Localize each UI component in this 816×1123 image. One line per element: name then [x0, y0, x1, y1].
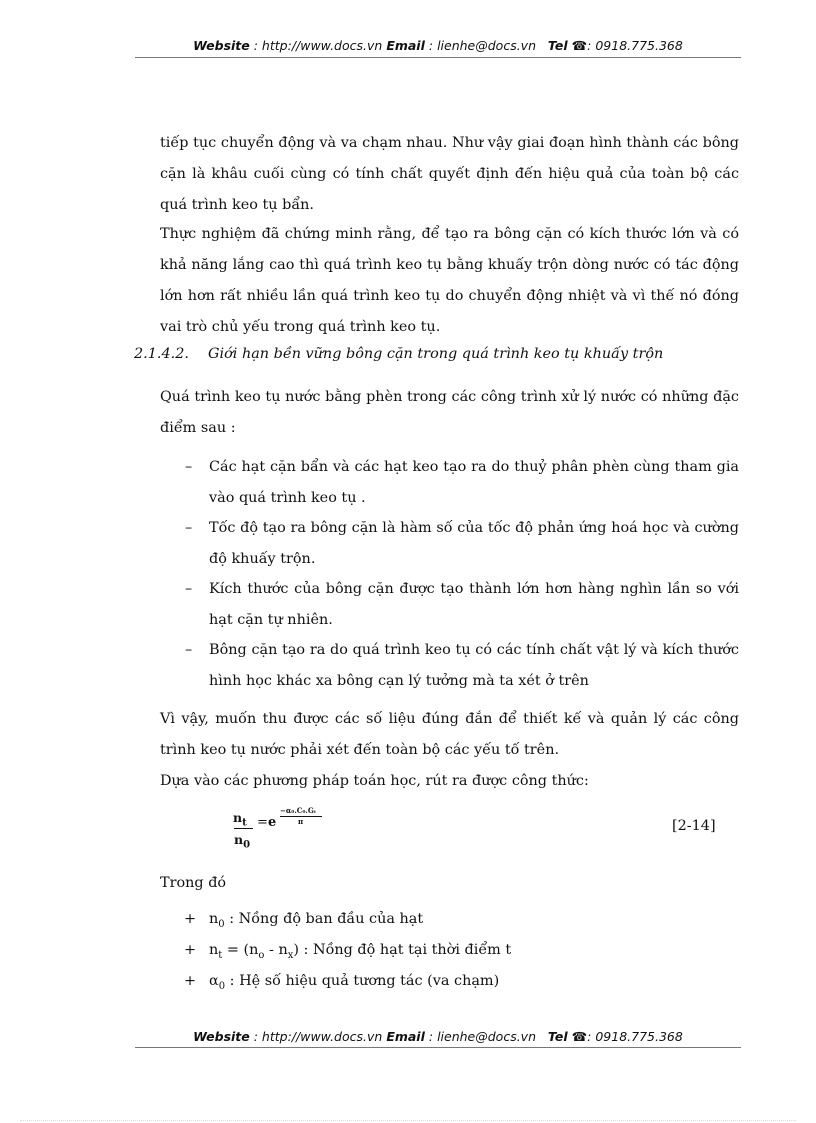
- formula-numerator: $n_t$: [233, 810, 247, 829]
- formula-fraction-bar: [234, 828, 253, 829]
- header-tel-value: : 0918.775.368: [587, 38, 683, 53]
- footer-website-link[interactable]: http://www.docs.vn: [261, 1029, 383, 1044]
- definition-alpha0: $\alpha_0$ : Hệ số hiệu quả tương tác (va chạm): [209, 973, 500, 992]
- plus-bullet: +: [184, 911, 197, 927]
- paragraph-2: Thực nghiệm đã chứng minh rằng, để tạo ra bông cặn có kích thước lớn và có khả năng lắng cao thì quá trình keo tụ bằng khuấy trộn dòng nước có tác động lớn hơn rất nhiều lần quá trình keo tụ do chuyển động nhiệt và vì thế nó đóng vai trò chủ yếu trong quá trình keo tụ.: [160, 226, 739, 335]
- header-rule: [135, 57, 741, 58]
- dash-bullet: –: [185, 581, 193, 597]
- plus-bullet: +: [184, 973, 197, 989]
- phone-icon: ☎: [571, 1029, 588, 1044]
- header-website-sep: :: [249, 38, 262, 53]
- footer-website-label: Website: [193, 1029, 250, 1044]
- list-item-text: Tốc độ tạo ra bông cặn là hàm số của tốc độ phản ứng hoá học và cường độ khuấy trộn.: [209, 520, 739, 567]
- dash-bullet: –: [185, 642, 193, 658]
- definition-n0: $n_0$ : Nồng độ ban đầu của hạt: [209, 911, 424, 930]
- formula-equals: =: [257, 815, 268, 830]
- list-item-text: Kích thước của bông cặn được tạo thành lớn hơn hàng nghìn lần so với hạt cặn tự nhiên.: [209, 581, 739, 628]
- paragraph-1: tiếp tục chuyển động và va chạm nhau. Như vậy giai đoạn hình thành các bông cặn là khâu cuối cùng có tính chất quyết định đến hiệu quả của toàn bộ các quá trình keo tụ bẩn.: [160, 135, 739, 213]
- dash-bullet: –: [185, 520, 193, 536]
- header-email-link[interactable]: lienhe@docs.vn: [437, 38, 536, 53]
- list-item: [185, 452, 739, 514]
- header-email-sep: :: [424, 38, 438, 53]
- definition-nt: $n_t = (n_o - n_x)$ : Nồng độ hạt tại thời điểm t: [209, 942, 512, 961]
- dash-bullet: –: [185, 459, 193, 475]
- header-email-label: Email: [386, 38, 425, 53]
- header-website-link[interactable]: http://www.docs.vn: [261, 38, 383, 53]
- footer-rule: [135, 1047, 741, 1048]
- footer-tel-value: : 0918.775.368: [587, 1029, 683, 1044]
- list-item: [185, 513, 739, 575]
- header-website-label: Website: [193, 38, 250, 53]
- formula-exponent-denominator: π: [298, 817, 304, 826]
- paragraph-5: Dựa vào các phương pháp toán học, rút ra được công thức:: [160, 773, 589, 789]
- formula-exponent-numerator: −α₀.C₀.Gₜ: [280, 806, 317, 815]
- phone-icon: ☎: [571, 38, 588, 53]
- plus-bullet: +: [184, 942, 197, 958]
- where-label: Trong đó: [160, 875, 227, 891]
- page-footer: [135, 1029, 741, 1044]
- formula-denominator: $n_0$: [234, 832, 251, 851]
- list-item-text: Bông cặn tạo ra do quá trình keo tụ có các tính chất vật lý và kích thước hình học khác xa bông cạn lý tưởng mà ta xét ở trên: [209, 642, 739, 689]
- footer-email-link[interactable]: lienhe@docs.vn: [437, 1029, 536, 1044]
- formula-base: e: [268, 815, 277, 830]
- section-number: 2.1.4.2.: [134, 346, 189, 362]
- footer-tel-label: Tel: [547, 1029, 568, 1044]
- footer-website-sep: :: [249, 1029, 262, 1044]
- page-header: [135, 38, 741, 53]
- footer-email-sep: :: [424, 1029, 438, 1044]
- paragraph-4: Vì vậy, muốn thu được các số liệu đúng đắn để thiết kế và quản lý các công trình keo tụ nước phải xét đến toàn bộ các yếu tố trên.: [160, 711, 739, 758]
- page-bottom-edge: [20, 1120, 796, 1121]
- paragraph-3: Quá trình keo tụ nước bằng phèn trong các công trình xử lý nước có những đặc điểm sau :: [160, 389, 739, 436]
- list-item-text: Các hạt cặn bẩn và các hạt keo tạo ra do thuỷ phân phèn cùng tham gia vào quá trình keo tụ .: [209, 459, 739, 506]
- section-heading: [134, 346, 663, 362]
- section-title: Giới hạn bền vững bông cặn trong quá trình keo tụ khuấy trộn: [208, 346, 664, 362]
- list-item: [185, 574, 739, 636]
- formula-reference: [2-14]: [672, 818, 716, 834]
- header-tel-label: Tel: [547, 38, 568, 53]
- list-item: [185, 635, 739, 697]
- footer-email-label: Email: [386, 1029, 425, 1044]
